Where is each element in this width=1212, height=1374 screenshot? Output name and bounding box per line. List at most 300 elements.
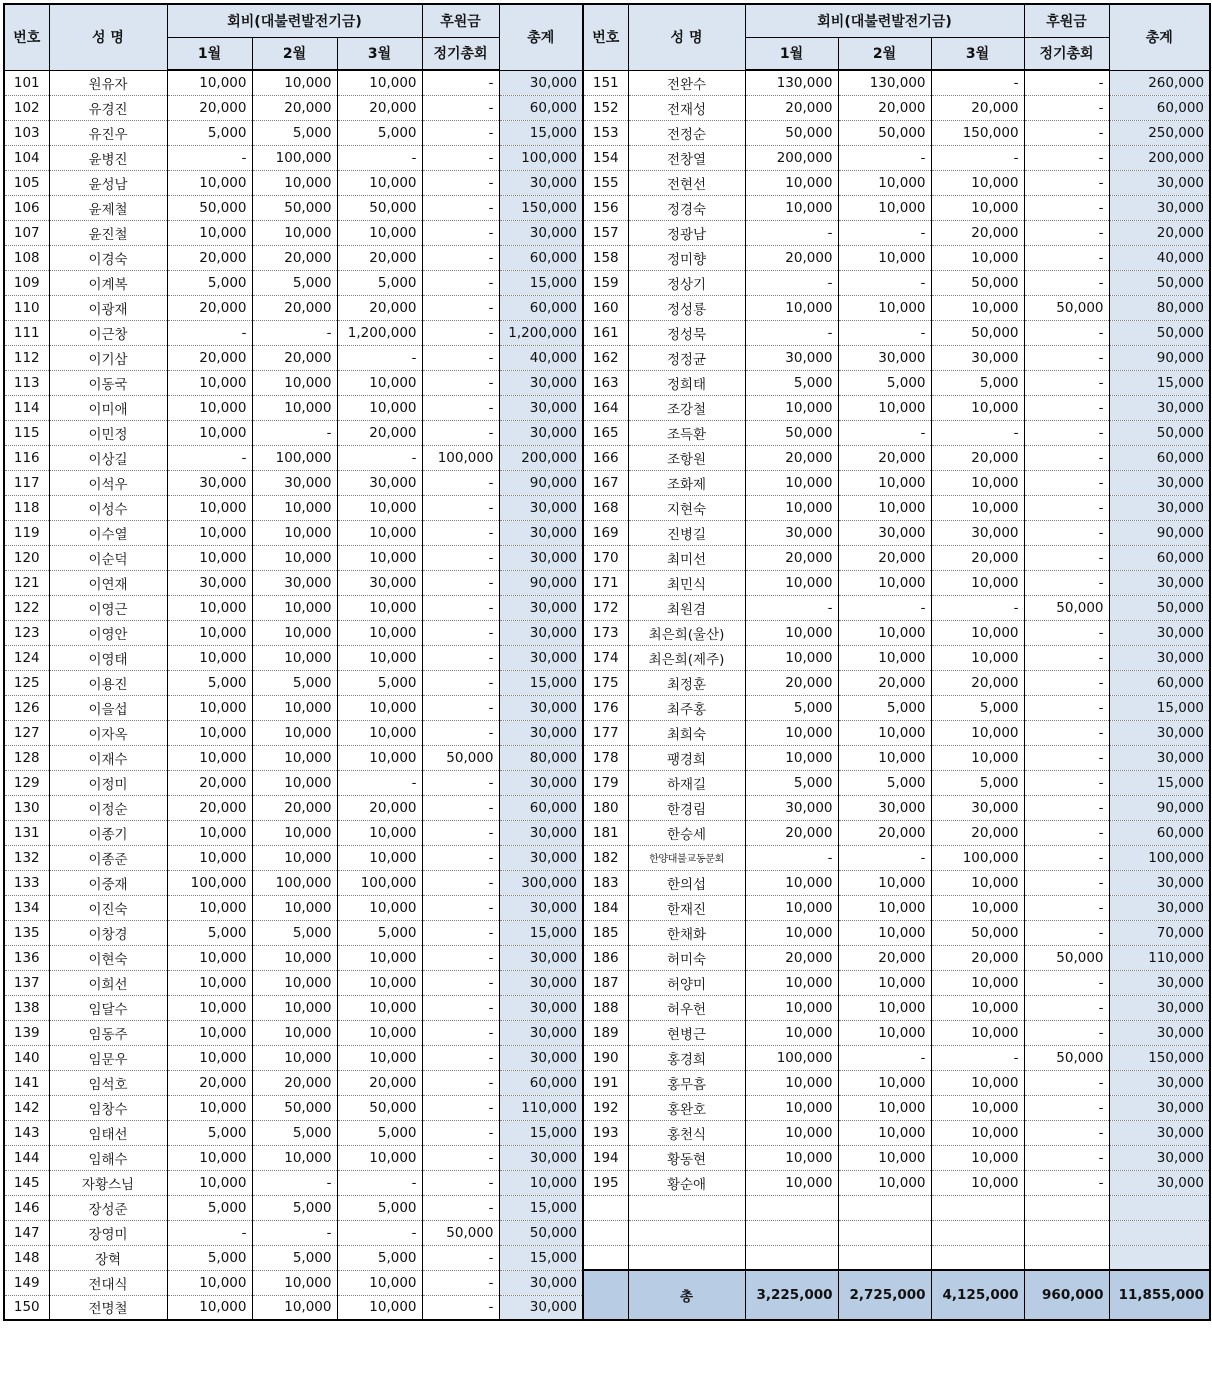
cell-no: 182 (583, 845, 628, 870)
cell-m1: 200,000 (745, 145, 838, 170)
cell-gm: - (422, 570, 499, 595)
cell-name: 하재길 (628, 770, 745, 795)
cell-no: 112 (4, 345, 49, 370)
cell-total: 70,000 (1109, 920, 1210, 945)
cell-name: 조화제 (628, 470, 745, 495)
cell-no: 191 (583, 1070, 628, 1095)
summary-spacer (583, 1270, 628, 1320)
cell-m2: 10,000 (838, 1145, 931, 1170)
cell-gm: - (1024, 645, 1109, 670)
cell-no: 163 (583, 370, 628, 395)
dues-ledger-table (3, 3, 1211, 1321)
cell-m3: 10,000 (337, 945, 422, 970)
cell-m3: 10,000 (931, 470, 1024, 495)
cell-m1: 20,000 (745, 820, 838, 845)
cell-m2: 10,000 (838, 195, 931, 220)
cell-name: 임동주 (49, 1020, 167, 1045)
cell-m2: 10,000 (252, 1020, 337, 1045)
cell-m1: 10,000 (167, 945, 252, 970)
cell-total: 30,000 (499, 220, 583, 245)
cell-m3: 10,000 (931, 570, 1024, 595)
cell-name: 윤제철 (49, 195, 167, 220)
cell-no: 171 (583, 570, 628, 595)
table-row (4, 995, 1210, 1020)
cell-name: 임해수 (49, 1145, 167, 1170)
cell-m3: 10,000 (931, 870, 1024, 895)
cell-m3: 10,000 (337, 995, 422, 1020)
empty-cell (628, 1245, 745, 1270)
cell-m1: 30,000 (167, 570, 252, 595)
cell-m1: 5,000 (167, 1120, 252, 1145)
header-month-1: 1월 (167, 37, 252, 70)
cell-m2: 30,000 (838, 345, 931, 370)
cell-m1: - (167, 145, 252, 170)
cell-no: 106 (4, 195, 49, 220)
cell-name: 최은희(제주) (628, 645, 745, 670)
cell-m1: 10,000 (167, 995, 252, 1020)
cell-no: 188 (583, 995, 628, 1020)
cell-m2: 50,000 (252, 195, 337, 220)
cell-no: 124 (4, 645, 49, 670)
cell-m3: 10,000 (931, 1095, 1024, 1120)
cell-total: 15,000 (499, 1120, 583, 1145)
cell-gm: - (1024, 995, 1109, 1020)
cell-total: 15,000 (1109, 370, 1210, 395)
cell-total: 30,000 (1109, 495, 1210, 520)
cell-m2: 20,000 (838, 445, 931, 470)
cell-total: 30,000 (1109, 870, 1210, 895)
cell-gm: - (422, 345, 499, 370)
table-row (4, 720, 1210, 745)
cell-m3: 10,000 (337, 370, 422, 395)
cell-no: 149 (4, 1270, 49, 1295)
cell-gm: - (422, 1295, 499, 1320)
cell-total: 30,000 (1109, 745, 1210, 770)
table-row (4, 1020, 1210, 1045)
cell-gm: 50,000 (1024, 1045, 1109, 1070)
cell-name: 홍무흠 (628, 1070, 745, 1095)
cell-total: 60,000 (1109, 820, 1210, 845)
cell-no: 128 (4, 745, 49, 770)
cell-m3: 10,000 (931, 645, 1024, 670)
cell-total: 30,000 (499, 1145, 583, 1170)
cell-gm: - (1024, 1070, 1109, 1095)
empty-cell (931, 1220, 1024, 1245)
cell-name: 정성묵 (628, 320, 745, 345)
table-row (4, 1245, 1210, 1270)
cell-name: 이종준 (49, 845, 167, 870)
table-row (4, 870, 1210, 895)
cell-total: 110,000 (499, 1095, 583, 1120)
table-row (4, 520, 1210, 545)
cell-m2: 5,000 (252, 670, 337, 695)
cell-total: 30,000 (1109, 895, 1210, 920)
cell-m1: 10,000 (167, 370, 252, 395)
cell-name: 황동현 (628, 1145, 745, 1170)
cell-gm: - (1024, 95, 1109, 120)
cell-m2: 10,000 (252, 1145, 337, 1170)
cell-gm: - (422, 670, 499, 695)
empty-cell (1109, 1195, 1210, 1220)
cell-no: 103 (4, 120, 49, 145)
cell-no: 159 (583, 270, 628, 295)
empty-cell (1024, 1195, 1109, 1220)
cell-no: 190 (583, 1045, 628, 1070)
cell-gm: - (1024, 920, 1109, 945)
cell-no: 104 (4, 145, 49, 170)
cell-gm: - (422, 770, 499, 795)
cell-m3: - (931, 595, 1024, 620)
cell-m1: 10,000 (167, 395, 252, 420)
cell-no: 156 (583, 195, 628, 220)
cell-gm: - (422, 95, 499, 120)
table-row (4, 1170, 1210, 1195)
header-month-3: 3월 (337, 37, 422, 70)
summary-month-1: 3,225,000 (745, 1270, 838, 1320)
cell-total: 15,000 (499, 920, 583, 945)
table-row (4, 1120, 1210, 1145)
cell-gm: - (1024, 170, 1109, 195)
cell-gm: - (422, 70, 499, 95)
cell-total: 30,000 (499, 620, 583, 645)
table-row (4, 1220, 1210, 1245)
cell-m3: 10,000 (337, 220, 422, 245)
cell-m1: 10,000 (745, 195, 838, 220)
cell-no: 102 (4, 95, 49, 120)
cell-m3: 30,000 (931, 345, 1024, 370)
cell-no: 141 (4, 1070, 49, 1095)
cell-gm: - (422, 195, 499, 220)
cell-total: 30,000 (1109, 1170, 1210, 1195)
cell-name: 이영근 (49, 595, 167, 620)
cell-m1: 10,000 (745, 1095, 838, 1120)
cell-m2: 10,000 (838, 870, 931, 895)
cell-total: 30,000 (499, 1045, 583, 1070)
cell-no: 184 (583, 895, 628, 920)
cell-total: 30,000 (499, 70, 583, 95)
cell-gm: - (422, 620, 499, 645)
cell-m2: 5,000 (838, 695, 931, 720)
cell-m1: - (167, 320, 252, 345)
cell-gm: - (1024, 470, 1109, 495)
cell-m1: 5,000 (167, 670, 252, 695)
cell-m1: 10,000 (167, 820, 252, 845)
empty-cell (931, 1195, 1024, 1220)
table-row (4, 95, 1210, 120)
cell-name: 장혁 (49, 1245, 167, 1270)
cell-gm: - (422, 1020, 499, 1045)
cell-name: 윤진철 (49, 220, 167, 245)
cell-m1: 10,000 (745, 620, 838, 645)
cell-m2: 20,000 (252, 1070, 337, 1095)
cell-m2: 20,000 (838, 670, 931, 695)
cell-name: 이기삼 (49, 345, 167, 370)
cell-gm: - (422, 795, 499, 820)
cell-name: 이민정 (49, 420, 167, 445)
cell-total: 30,000 (499, 645, 583, 670)
cell-m1: 20,000 (745, 245, 838, 270)
cell-gm: - (422, 995, 499, 1020)
header-month-1: 1월 (745, 37, 838, 70)
cell-m3: 20,000 (931, 545, 1024, 570)
cell-name: 전현선 (628, 170, 745, 195)
cell-m2: 10,000 (252, 1045, 337, 1070)
cell-m1: - (745, 320, 838, 345)
cell-no: 126 (4, 695, 49, 720)
cell-no: 147 (4, 1220, 49, 1245)
cell-m1: 20,000 (167, 245, 252, 270)
cell-no: 155 (583, 170, 628, 195)
cell-m1: 30,000 (745, 795, 838, 820)
cell-m2: 20,000 (838, 545, 931, 570)
cell-no: 192 (583, 1095, 628, 1120)
cell-m2: 10,000 (838, 470, 931, 495)
empty-cell (1024, 1245, 1109, 1270)
cell-no: 110 (4, 295, 49, 320)
cell-no: 157 (583, 220, 628, 245)
cell-total: 90,000 (1109, 345, 1210, 370)
cell-m2: 10,000 (252, 520, 337, 545)
cell-name: 이을섭 (49, 695, 167, 720)
cell-m3: - (931, 145, 1024, 170)
table-row (4, 545, 1210, 570)
cell-total: 50,000 (499, 1220, 583, 1245)
cell-m1: 30,000 (745, 520, 838, 545)
cell-m1: 10,000 (167, 170, 252, 195)
empty-cell (628, 1195, 745, 1220)
cell-m1: 30,000 (167, 470, 252, 495)
cell-m1: 20,000 (167, 795, 252, 820)
cell-m3: 10,000 (337, 1020, 422, 1045)
cell-m1: 10,000 (167, 1020, 252, 1045)
cell-m2: 10,000 (252, 745, 337, 770)
cell-name: 이미애 (49, 395, 167, 420)
cell-m1: 5,000 (167, 1195, 252, 1220)
cell-gm: - (422, 170, 499, 195)
table-row (4, 170, 1210, 195)
cell-name: 홍경희 (628, 1045, 745, 1070)
cell-total: 150,000 (499, 195, 583, 220)
cell-name: 원유자 (49, 70, 167, 95)
cell-m3: 10,000 (931, 1120, 1024, 1145)
cell-name: 전명철 (49, 1295, 167, 1320)
table-row (4, 1270, 1210, 1295)
cell-gm: - (1024, 620, 1109, 645)
cell-m3: - (337, 345, 422, 370)
cell-m3: 50,000 (931, 920, 1024, 945)
cell-total: 30,000 (499, 1295, 583, 1320)
cell-m2: 10,000 (252, 895, 337, 920)
table-row (4, 195, 1210, 220)
table-row (4, 1070, 1210, 1095)
cell-name: 한채화 (628, 920, 745, 945)
cell-name: 팽경희 (628, 745, 745, 770)
cell-gm: 50,000 (422, 745, 499, 770)
cell-name: 유경진 (49, 95, 167, 120)
cell-total: 30,000 (499, 895, 583, 920)
cell-m1: 10,000 (745, 720, 838, 745)
cell-no: 173 (583, 620, 628, 645)
cell-no: 145 (4, 1170, 49, 1195)
table-body (4, 70, 1210, 1320)
cell-gm: - (1024, 220, 1109, 245)
cell-total: 260,000 (1109, 70, 1210, 95)
cell-total: 60,000 (499, 795, 583, 820)
table-row (4, 320, 1210, 345)
cell-gm: - (422, 695, 499, 720)
cell-total: 15,000 (499, 1245, 583, 1270)
cell-m3: 10,000 (337, 545, 422, 570)
cell-gm: - (1024, 545, 1109, 570)
cell-m1: 20,000 (745, 945, 838, 970)
cell-name: 최미선 (628, 545, 745, 570)
cell-no: 142 (4, 1095, 49, 1120)
cell-m2: 10,000 (838, 645, 931, 670)
cell-name: 이연재 (49, 570, 167, 595)
header-name: 성 명 (49, 4, 167, 70)
table-row (4, 1045, 1210, 1070)
cell-m1: 5,000 (745, 370, 838, 395)
cell-gm: - (422, 395, 499, 420)
cell-name: 전창열 (628, 145, 745, 170)
cell-gm: - (1024, 70, 1109, 95)
cell-name: 정경숙 (628, 195, 745, 220)
cell-m3: 100,000 (931, 845, 1024, 870)
cell-m2: - (838, 145, 931, 170)
cell-gm: - (422, 870, 499, 895)
cell-name: 이정순 (49, 795, 167, 820)
cell-m2: 10,000 (252, 995, 337, 1020)
cell-total: 50,000 (1109, 270, 1210, 295)
cell-gm: - (422, 370, 499, 395)
cell-m1: 10,000 (167, 1045, 252, 1070)
cell-name: 이재수 (49, 745, 167, 770)
cell-m2: 10,000 (252, 70, 337, 95)
cell-m2: 10,000 (838, 395, 931, 420)
cell-gm: - (422, 545, 499, 570)
cell-m1: 10,000 (745, 295, 838, 320)
cell-m2: 10,000 (838, 1020, 931, 1045)
cell-name: 윤성남 (49, 170, 167, 195)
cell-m1: - (167, 1220, 252, 1245)
cell-total: 20,000 (1109, 220, 1210, 245)
cell-total: 30,000 (499, 945, 583, 970)
cell-m2: 20,000 (252, 245, 337, 270)
header-general-meeting: 정기총회 (1024, 37, 1109, 70)
cell-m3: 10,000 (931, 195, 1024, 220)
cell-m3: 5,000 (337, 1195, 422, 1220)
cell-no: 130 (4, 795, 49, 820)
cell-no: 127 (4, 720, 49, 745)
cell-m3: 10,000 (931, 745, 1024, 770)
cell-gm: - (1024, 495, 1109, 520)
cell-m3: 20,000 (337, 1070, 422, 1095)
header-no: 번호 (4, 4, 49, 70)
cell-total: 110,000 (1109, 945, 1210, 970)
cell-m2: - (838, 595, 931, 620)
cell-m2: 50,000 (252, 1095, 337, 1120)
cell-m2: 10,000 (838, 720, 931, 745)
table-row (4, 945, 1210, 970)
cell-no: 143 (4, 1120, 49, 1145)
cell-name: 이진숙 (49, 895, 167, 920)
cell-m3: - (337, 1220, 422, 1245)
cell-m3: 10,000 (337, 820, 422, 845)
cell-name: 전대식 (49, 1270, 167, 1295)
cell-no: 136 (4, 945, 49, 970)
cell-m3: 10,000 (931, 395, 1024, 420)
header-name: 성 명 (628, 4, 745, 70)
cell-m2: 10,000 (838, 245, 931, 270)
cell-name: 정상기 (628, 270, 745, 295)
table-row (4, 770, 1210, 795)
cell-m3: - (337, 145, 422, 170)
empty-cell (745, 1195, 838, 1220)
cell-m2: 10,000 (252, 645, 337, 670)
cell-name: 이성수 (49, 495, 167, 520)
table-row (4, 845, 1210, 870)
cell-name: 임문우 (49, 1045, 167, 1070)
cell-m1: 10,000 (167, 595, 252, 620)
cell-no: 179 (583, 770, 628, 795)
cell-m2: 30,000 (838, 795, 931, 820)
cell-no: 172 (583, 595, 628, 620)
table-row (4, 670, 1210, 695)
cell-m3: 10,000 (337, 970, 422, 995)
table-row (4, 1195, 1210, 1220)
cell-no: 193 (583, 1120, 628, 1145)
cell-m2: 20,000 (838, 820, 931, 845)
cell-gm: 50,000 (1024, 295, 1109, 320)
table-row (4, 295, 1210, 320)
table-row (4, 595, 1210, 620)
cell-total: 100,000 (499, 145, 583, 170)
empty-cell (583, 1195, 628, 1220)
cell-no: 146 (4, 1195, 49, 1220)
summary-total: 11,855,000 (1109, 1270, 1210, 1320)
cell-m1: 20,000 (167, 345, 252, 370)
cell-gm: - (422, 295, 499, 320)
cell-m3: 10,000 (337, 170, 422, 195)
cell-no: 195 (583, 1170, 628, 1195)
cell-no: 174 (583, 645, 628, 670)
cell-name: 홍천식 (628, 1120, 745, 1145)
cell-no: 131 (4, 820, 49, 845)
header-row-1 (4, 4, 1210, 37)
table-row (4, 345, 1210, 370)
header-donation-group: 후원금 (422, 4, 499, 37)
cell-m3: 20,000 (337, 420, 422, 445)
cell-m3: 10,000 (931, 495, 1024, 520)
cell-no: 170 (583, 545, 628, 570)
cell-m2: 100,000 (252, 145, 337, 170)
cell-gm: - (1024, 1120, 1109, 1145)
cell-no: 138 (4, 995, 49, 1020)
cell-gm: - (422, 1120, 499, 1145)
cell-total: 10,000 (499, 1170, 583, 1195)
cell-total: 30,000 (1109, 395, 1210, 420)
cell-no: 148 (4, 1245, 49, 1270)
cell-m2: 10,000 (838, 620, 931, 645)
cell-gm: - (1024, 695, 1109, 720)
cell-name: 자황스님 (49, 1170, 167, 1195)
cell-no: 118 (4, 495, 49, 520)
cell-total: 30,000 (499, 770, 583, 795)
cell-gm: - (422, 270, 499, 295)
summary-general-meeting: 960,000 (1024, 1270, 1109, 1320)
cell-m1: 10,000 (745, 995, 838, 1020)
cell-name: 허우헌 (628, 995, 745, 1020)
